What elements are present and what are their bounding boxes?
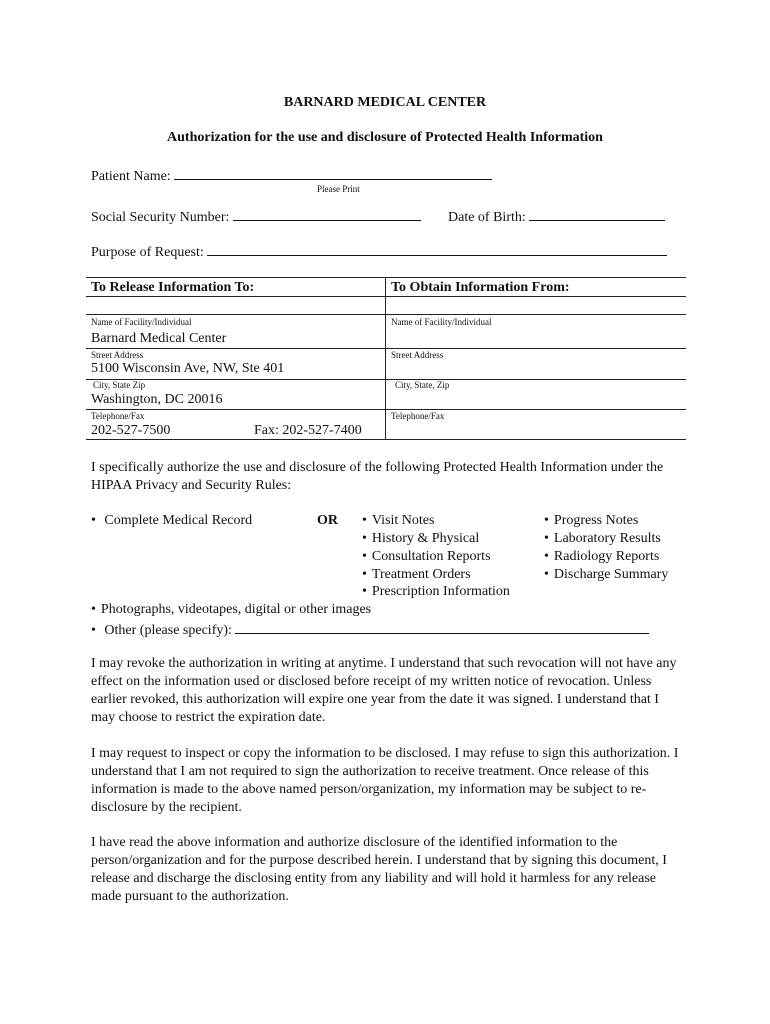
record-option[interactable] — [544, 531, 661, 547]
record-option[interactable] — [544, 567, 668, 583]
record-option-label: Treatment Orders — [371, 567, 471, 582]
patient-name-field[interactable] — [174, 166, 492, 180]
record-option[interactable] — [362, 549, 491, 565]
obtain-city-label: City, State, Zip — [395, 380, 450, 390]
table-divider — [86, 409, 686, 410]
ssn-row — [91, 207, 421, 226]
release-city-value[interactable]: Washington, DC 20016 — [91, 392, 223, 407]
record-option-label: Radiology Reports — [553, 549, 660, 564]
record-option[interactable] — [362, 584, 510, 600]
release-name-value[interactable]: Barnard Medical Center — [91, 331, 227, 346]
purpose-row — [91, 242, 667, 261]
record-option[interactable] — [544, 549, 659, 565]
obtain-name-field[interactable] — [391, 328, 681, 346]
record-option-label: Progress Notes — [553, 513, 639, 528]
obtain-phone-field[interactable] — [391, 422, 681, 438]
table-divider — [86, 379, 686, 380]
table-bottom-border — [86, 439, 686, 440]
inspect-paragraph: I may request to inspect or copy the information to be disclosed. I may refuse to sign this authorization. I understand that I am not required to sign the authorization to receive treatment. Once release of this information is made to the above named person/organization, my information may be subject to re-disclosure by the recipient. — [91, 746, 679, 815]
record-option-label: Laboratory Results — [553, 531, 661, 546]
patient-name-label: Patient Name: — [91, 169, 171, 184]
record-option[interactable] — [362, 567, 471, 583]
record-option-label: Discharge Summary — [553, 567, 669, 582]
form-subtitle: Authorization for the use and disclosure of Protected Health Information — [167, 130, 603, 145]
dob-row — [448, 207, 665, 226]
obtain-name-label: Name of Facility/Individual — [391, 317, 492, 327]
release-phone-label: Telephone/Fax — [91, 411, 145, 421]
release-street-label: Street Address — [91, 350, 144, 360]
record-option[interactable] — [91, 513, 252, 529]
release-phone-value[interactable]: 202-527-7500 — [91, 423, 171, 438]
release-city-label: City, State Zip — [93, 380, 146, 390]
release-to-heading: To Release Information To: — [91, 280, 255, 295]
record-option-other[interactable] — [91, 620, 649, 639]
other-specify-field[interactable] — [235, 620, 649, 634]
record-option[interactable] — [362, 531, 479, 547]
patient-name-hint: Please Print — [317, 184, 360, 194]
record-option-label: Other (please specify): — [104, 623, 232, 638]
obtain-street-label: Street Address — [391, 350, 444, 360]
release-fax-value[interactable]: Fax: 202-527-7400 — [254, 423, 362, 438]
authorize-statement: I specifically authorize the use and disclosure of the following Protected Health Information under the HIPAA Privacy and Security Rules: — [91, 460, 664, 493]
table-divider — [86, 296, 686, 297]
record-option-label: Photographs, videotapes, digital or other images — [100, 602, 372, 617]
record-option-label: Prescription Information — [371, 584, 510, 599]
record-option-label: Complete Medical Record — [104, 513, 253, 528]
revoke-paragraph: I may revoke the authorization in writing at anytime. I understand that such revocation will not have any effect on the information used or disclosed before receipt of my written notice of revocation. Unless earlier revoked, this authorization will expire one year from the date it was signed. I understand that I may choose to restrict the expiration date. — [91, 656, 677, 725]
record-option[interactable] — [544, 513, 638, 529]
ssn-field[interactable] — [233, 207, 421, 221]
table-divider — [86, 314, 686, 315]
obtain-phone-label: Telephone/Fax — [391, 411, 445, 421]
patient-name-row — [91, 166, 492, 185]
acknowledgement-paragraph: I have read the above information and authorize disclosure of the identified information to the person/organization and for the purpose described herein. I understand that by signing this document, I release and discharge the disclosing entity from any liability and will hold it harmless for any release made pursuant to the authorization. — [91, 835, 667, 904]
release-street-value[interactable]: 5100 Wisconsin Ave, NW, Ste 401 — [91, 361, 285, 376]
dob-label: Date of Birth: — [448, 210, 526, 225]
record-option-label: History & Physical — [371, 531, 480, 546]
table-top-border — [86, 277, 686, 278]
form-title: BARNARD MEDICAL CENTER — [283, 95, 487, 110]
dob-field[interactable] — [529, 207, 665, 221]
release-name-label: Name of Facility/Individual — [91, 317, 192, 327]
obtain-city-field[interactable] — [391, 392, 681, 408]
purpose-label: Purpose of Request: — [91, 245, 204, 260]
or-label: OR — [317, 513, 338, 528]
ssn-label: Social Security Number: — [91, 210, 230, 225]
table-divider — [86, 348, 686, 349]
table-column-divider — [385, 277, 386, 439]
purpose-field[interactable] — [207, 242, 667, 256]
record-option-label: Consultation Reports — [371, 549, 491, 564]
record-option-label: Visit Notes — [371, 513, 435, 528]
obtain-from-heading: To Obtain Information From: — [391, 280, 570, 295]
record-option[interactable] — [362, 513, 434, 529]
record-option[interactable] — [91, 602, 371, 618]
obtain-street-field[interactable] — [391, 361, 681, 377]
